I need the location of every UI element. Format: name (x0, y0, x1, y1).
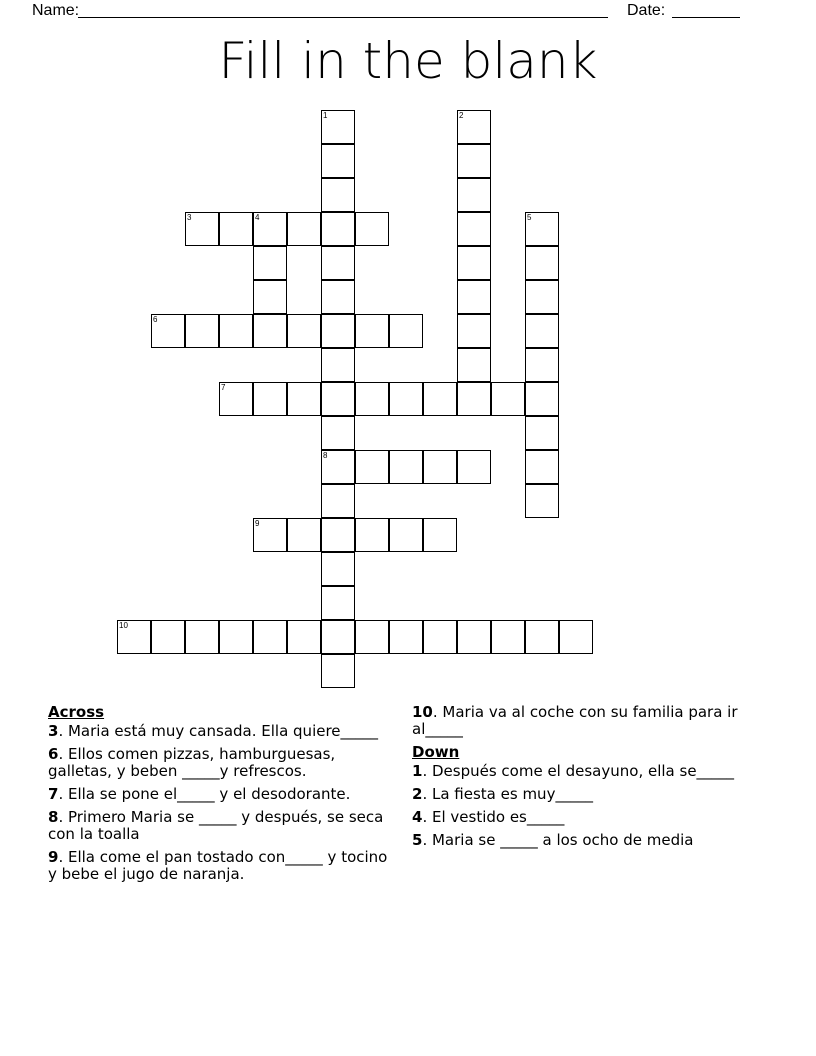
crossword-cell[interactable] (355, 382, 389, 416)
crossword-cell[interactable] (287, 518, 321, 552)
crossword-cell[interactable] (525, 280, 559, 314)
crossword-cell[interactable] (525, 450, 559, 484)
crossword-cell[interactable] (287, 212, 321, 246)
crossword-cell[interactable] (525, 246, 559, 280)
date-field[interactable] (672, 17, 740, 18)
clue-number: 7 (48, 785, 59, 803)
clue-number: 1 (412, 762, 423, 780)
clue-number: 2 (412, 785, 423, 803)
crossword-cell[interactable] (457, 450, 491, 484)
clue-number: 5 (527, 213, 532, 222)
crossword-cell[interactable] (457, 280, 491, 314)
crossword-cell[interactable] (321, 620, 355, 654)
crossword-cell[interactable] (287, 382, 321, 416)
crossword-cell[interactable] (355, 518, 389, 552)
crossword-cell[interactable] (355, 212, 389, 246)
clue-item: 3. Maria está muy cansada. Ella quiere_____ (48, 722, 379, 740)
clue-item: 10. Maria va al coche con su familia para ir al_____ (412, 703, 738, 738)
clue-number: 3 (187, 213, 192, 222)
crossword-cell[interactable] (457, 314, 491, 348)
crossword-cell[interactable] (321, 450, 355, 484)
clue-item: 5. Maria se _____ a los ocho de media (412, 831, 694, 849)
crossword-cell[interactable] (253, 518, 287, 552)
crossword-cell[interactable] (253, 246, 287, 280)
clue-number: 10 (119, 621, 128, 630)
clue-number: 6 (48, 745, 59, 763)
crossword-cell[interactable] (559, 620, 593, 654)
crossword-cell[interactable] (219, 314, 253, 348)
crossword-cell[interactable] (321, 314, 355, 348)
clue-item: 8. Primero Maria se _____ y después, se seca con la toalla (48, 808, 384, 843)
clue-item: 2. La fiesta es muy_____ (412, 785, 593, 803)
crossword-cell[interactable] (151, 314, 185, 348)
clue-number: 3 (48, 722, 59, 740)
crossword-cell[interactable] (355, 620, 389, 654)
crossword-cell[interactable] (185, 620, 219, 654)
crossword-cell[interactable] (321, 280, 355, 314)
clue-item: 7. Ella se pone el_____ y el desodorante. (48, 785, 351, 803)
crossword-cell[interactable] (321, 518, 355, 552)
name-label: Name: (32, 2, 80, 19)
crossword-cell[interactable] (457, 620, 491, 654)
clue-number: 4 (412, 808, 423, 826)
clue-number: 9 (48, 848, 59, 866)
crossword-cell[interactable] (321, 246, 355, 280)
crossword-cell[interactable] (219, 620, 253, 654)
clue-number: 7 (221, 383, 226, 392)
crossword-cell[interactable] (457, 144, 491, 178)
crossword-cell[interactable] (355, 314, 389, 348)
crossword-cell[interactable] (389, 382, 423, 416)
crossword-cell[interactable] (219, 382, 253, 416)
date-label: Date: (627, 2, 666, 19)
crossword-cell[interactable] (457, 348, 491, 382)
crossword-cell[interactable] (321, 654, 355, 688)
clue-text: Maria se _____ a los ocho de media (431, 831, 694, 849)
down-heading: Down (412, 743, 460, 761)
clue-number: 9 (255, 519, 260, 528)
crossword-cell[interactable] (321, 348, 355, 382)
clue-number: 1 (323, 111, 328, 120)
crossword-cell[interactable] (321, 382, 355, 416)
crossword-cell[interactable] (253, 620, 287, 654)
crossword-cell[interactable] (525, 484, 559, 518)
crossword-cell[interactable] (287, 620, 321, 654)
crossword-cell[interactable] (525, 382, 559, 416)
crossword-cell[interactable] (491, 382, 525, 416)
crossword-cell[interactable] (423, 450, 457, 484)
crossword-cell[interactable] (321, 416, 355, 450)
crossword-cell[interactable] (389, 314, 423, 348)
crossword-cell[interactable] (321, 144, 355, 178)
down-clues-column (412, 704, 762, 855)
crossword-cell[interactable] (321, 484, 355, 518)
clue-text: Ella se pone el_____ y el desodorante. (67, 785, 351, 803)
clue-item: 6. Ellos comen pizzas, hamburguesas, galletas, y beben _____y refrescos. (48, 745, 336, 780)
crossword-cell[interactable] (253, 212, 287, 246)
page-title: Fill in the blank (218, 32, 598, 90)
crossword-cell[interactable] (117, 620, 151, 654)
clue-text: El vestido es_____ (431, 808, 565, 826)
clue-number: 5 (412, 831, 423, 849)
clue-number: 6 (153, 315, 158, 324)
crossword-cell[interactable] (355, 450, 389, 484)
clue-text: Primero Maria se _____ y después, se seca con la toalla (48, 808, 384, 843)
clue-text: Ellos comen pizzas, hamburguesas, galletas, y beben _____y refrescos. (48, 745, 336, 780)
crossword-cell[interactable] (423, 518, 457, 552)
crossword-cell[interactable] (321, 586, 355, 620)
crossword-cell[interactable] (423, 382, 457, 416)
crossword-cell[interactable] (151, 620, 185, 654)
clue-item: 1. Después come el desayuno, ella se_____ (412, 762, 735, 780)
crossword-cell[interactable] (185, 314, 219, 348)
across-clues (48, 704, 388, 889)
crossword-cell[interactable] (253, 314, 287, 348)
crossword-cell[interactable] (423, 620, 457, 654)
crossword-cell[interactable] (321, 212, 355, 246)
clue-text: Maria va al coche con su familia para ir al_____ (412, 703, 738, 738)
crossword-cell[interactable] (457, 110, 491, 144)
crossword-cell[interactable] (253, 280, 287, 314)
name-field[interactable] (78, 17, 608, 18)
crossword-cell[interactable] (457, 212, 491, 246)
crossword-cell[interactable] (457, 246, 491, 280)
clue-number: 8 (48, 808, 59, 826)
clue-text: Ella come el pan tostado con_____ y tocino y bebe el jugo de naranja. (48, 848, 388, 883)
clue-number: 2 (459, 111, 464, 120)
crossword-cell[interactable] (525, 416, 559, 450)
crossword-cell[interactable] (287, 314, 321, 348)
crossword-cell[interactable] (525, 348, 559, 382)
clue-item: 9. Ella come el pan tostado con_____ y tocino y bebe el jugo de naranja. (48, 848, 388, 883)
clue-number: 4 (255, 213, 260, 222)
across-heading: Across (48, 703, 105, 721)
crossword-cell[interactable] (321, 110, 355, 144)
clue-number: 10 (412, 703, 433, 721)
crossword-cell[interactable] (525, 314, 559, 348)
clue-number: 8 (323, 451, 328, 460)
clue-text: Maria está muy cansada. Ella quiere_____ (67, 722, 379, 740)
clue-text: La fiesta es muy_____ (431, 785, 593, 803)
clue-item: 4. El vestido es_____ (412, 808, 565, 826)
crossword-cell[interactable] (185, 212, 219, 246)
crossword-cell[interactable] (321, 178, 355, 212)
crossword-cell[interactable] (389, 620, 423, 654)
clue-text: Después come el desayuno, ella se_____ (431, 762, 735, 780)
crossword-cell[interactable] (389, 518, 423, 552)
crossword-cell[interactable] (491, 620, 525, 654)
crossword-cell[interactable] (457, 382, 491, 416)
crossword-cell[interactable] (525, 212, 559, 246)
crossword-cell[interactable] (389, 450, 423, 484)
crossword-cell[interactable] (525, 620, 559, 654)
crossword-cell[interactable] (457, 178, 491, 212)
crossword-cell[interactable] (219, 212, 253, 246)
crossword-cell[interactable] (321, 552, 355, 586)
crossword-cell[interactable] (253, 382, 287, 416)
